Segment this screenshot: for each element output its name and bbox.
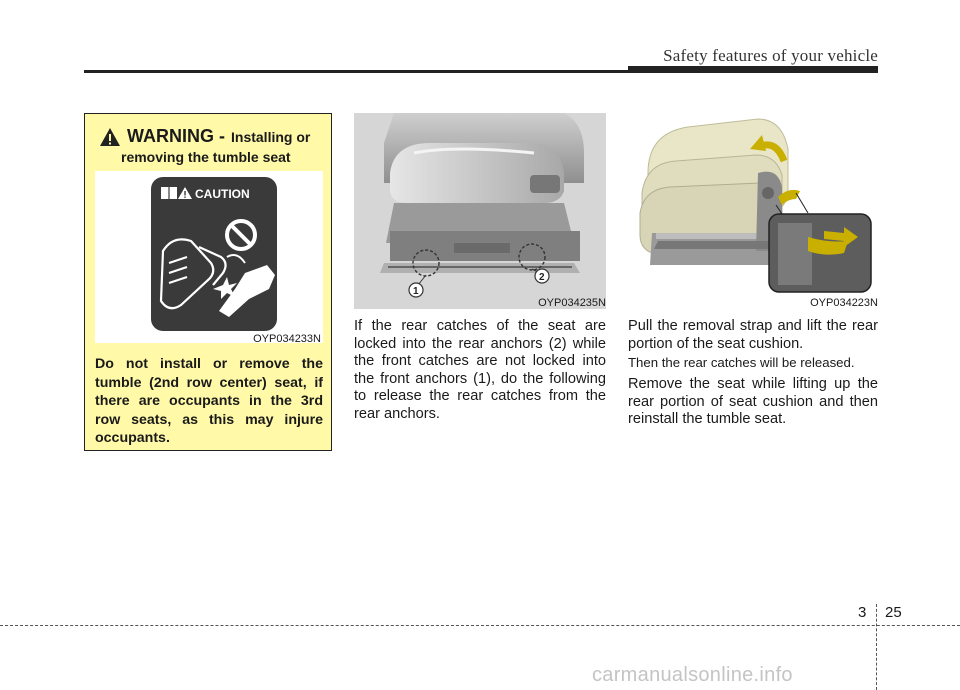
page-number: 25 xyxy=(885,604,902,621)
right-paragraph-1: Pull the removal strap and lift the rear portion of the seat cushion. xyxy=(628,318,878,352)
warning-heading xyxy=(99,126,325,165)
warning-sub-2: removing the tumble seat xyxy=(121,149,291,165)
running-header: Safety features of your vehicle xyxy=(663,46,878,65)
callout-2: 2 xyxy=(539,272,545,283)
caution-label-figure xyxy=(95,171,323,343)
footer-divider xyxy=(876,604,877,690)
right-paragraph-3: Remove the seat while lifting up the rear portion of seat cushion and then reinstall the tumble seat. xyxy=(628,376,878,427)
seat-removal-illustration xyxy=(628,113,878,309)
warning-image-caption: OYP034233N xyxy=(253,333,321,345)
strap-detail-inset xyxy=(769,214,871,292)
caution-label-illustration xyxy=(95,171,323,343)
manual-book-icon xyxy=(161,187,177,199)
figure-middle-caption: OYP034235N xyxy=(538,297,606,309)
seat-anchor-figure xyxy=(354,113,606,309)
middle-paragraph: If the rear catches of the seat are locked into the rear anchors (2) while the front catches are not locked into the front anchors (1), do the following to release the rear catches from the rear anchors. xyxy=(354,318,606,422)
caution-label-text: CAUTION xyxy=(195,187,250,201)
warning-triangle-icon xyxy=(99,127,121,147)
chapter-number: 3 xyxy=(858,604,867,621)
warning-sub-1: Installing or xyxy=(231,128,311,145)
footer-rule xyxy=(0,625,960,626)
figure-right-caption: OYP034223N xyxy=(810,297,878,309)
warning-box xyxy=(84,113,332,451)
watermark: carmanualsonline.info xyxy=(592,664,793,686)
header-tab-bar xyxy=(628,66,878,73)
callout-1: 1 xyxy=(413,286,419,297)
warning-word: WARNING - xyxy=(127,126,225,146)
right-paragraph-2: Then the rear catches will be released. xyxy=(628,355,855,370)
warning-text: Do not install or remove the tumble (2nd row center) seat, if there are occupants in the 3rd row seats, as this may injure occupants. xyxy=(95,356,323,446)
seat-removal-figure xyxy=(628,113,878,309)
seat-anchor-illustration xyxy=(354,113,606,309)
